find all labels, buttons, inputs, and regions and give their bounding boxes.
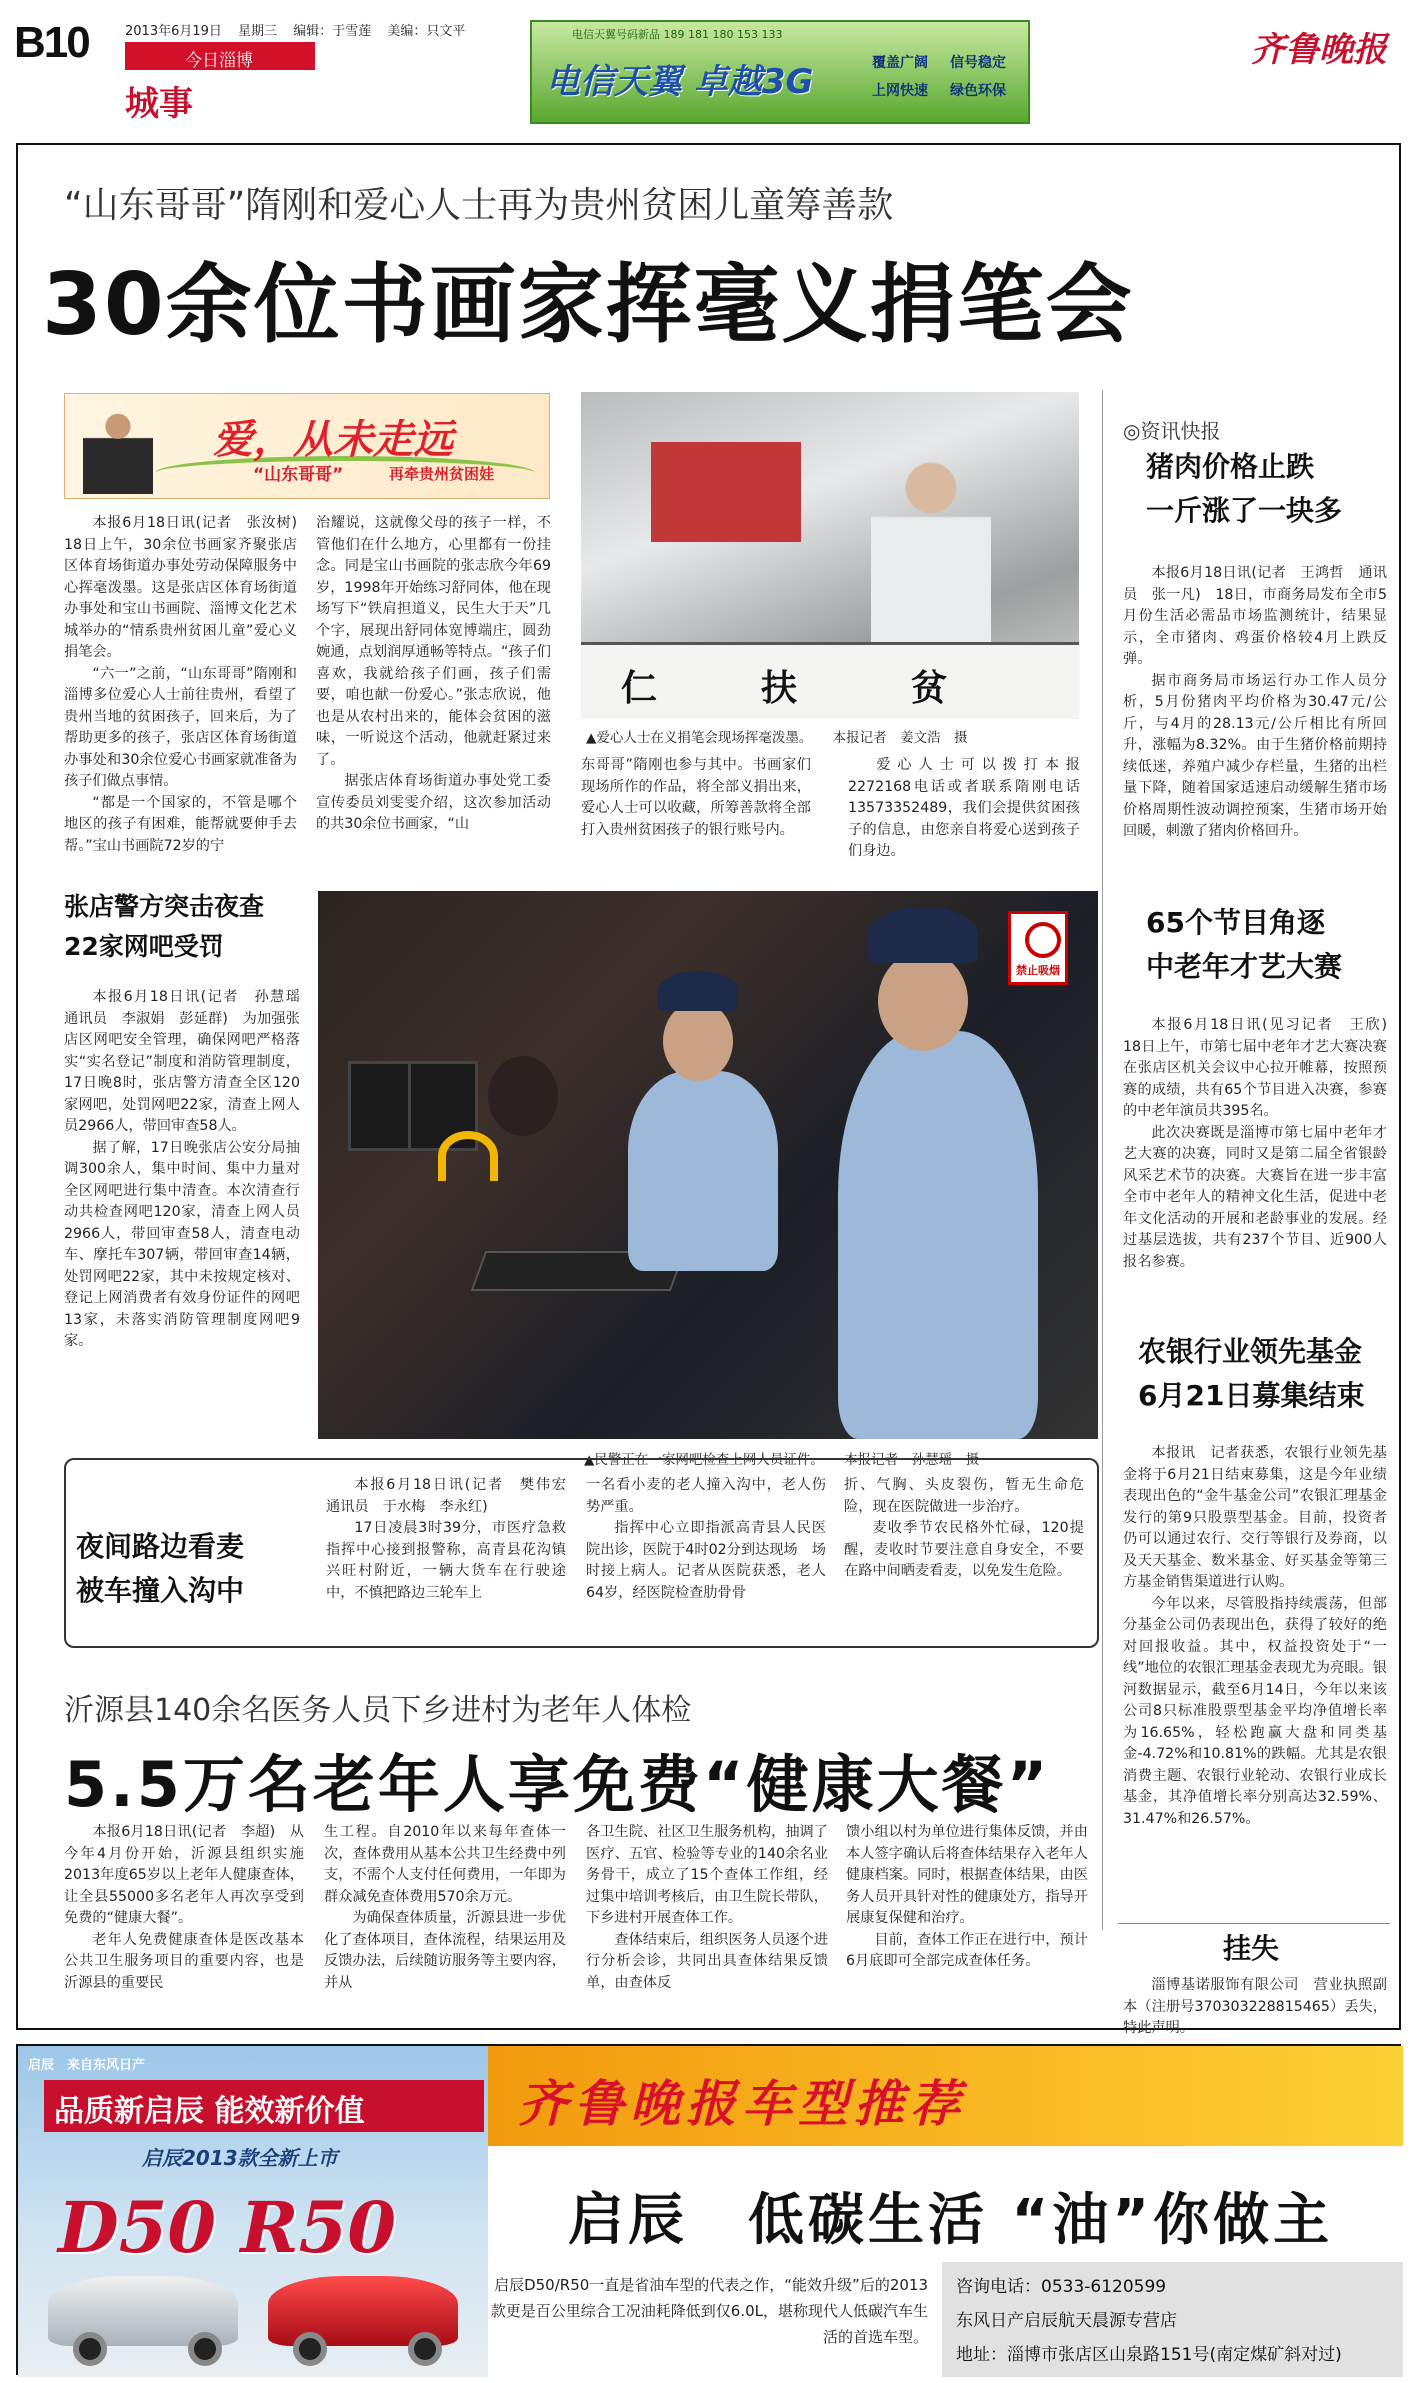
paragraph: 17日凌晨3时39分，市医疗急救指挥中心接到报警称，高青县花沟镇兴旺村附近，一辆大货车在行驶途中，不慎把路边三轮车上: [326, 1520, 566, 1601]
paragraph: 据张店体育场街道办事处党工委宣传委员刘雯雯介绍，这次参加活动的共30余位书画家，“山: [316, 773, 551, 832]
car-ad-title-bar: [488, 2046, 1403, 2146]
car-ad-launch: 启辰2013款全新上市: [142, 2146, 338, 2170]
telecom-feature: 上网快速: [872, 83, 928, 99]
paragraph: 本报6月18日讯(记者 孙慧瑶 通讯员 李淑娟 彭延群) 为加强张店区网吧安全管理，确保网吧严格落实“实名登记”制度和消防管理制度，17日晚8时，张店警方清查全区120家网吧，处罚网吧22家，清查上网人员2966人，带回审查58人。: [64, 989, 315, 1134]
issue-meta: [125, 20, 477, 39]
headline-line: 夜间路边看麦: [76, 1530, 245, 1563]
car-wheel: [188, 2332, 222, 2366]
story1-column-3: [581, 755, 811, 875]
photo2-caption: ▲民警正在一家网吧检查上网人员证件。 本报记者 孙慧瑶 摄: [584, 1452, 980, 1468]
story1-column-2: [316, 513, 551, 903]
section-tag: 今日淄博: [125, 42, 315, 70]
banner-title: 爱，从未走远: [213, 416, 453, 463]
banner-subtitle-a: “山东哥哥”: [253, 465, 344, 485]
car-ad-copy: [488, 2046, 1403, 2377]
officer-cap: [658, 971, 738, 1011]
car-ad-dealer: 东风日产启辰航天晨源专营店: [956, 2311, 1177, 2331]
calligraphy-photo: [581, 392, 1079, 719]
story1-kicker: “山东哥哥”隋刚和爱心人士再为贵州贫困儿童筹善款: [64, 185, 894, 226]
telecom-ad-hotline: 电信天翼号码新品 189 181 180 153 133: [572, 28, 783, 41]
paragraph: 本报6月18日讯(记者 樊伟宏 通讯员 于水梅 李永红): [326, 1477, 581, 1515]
paragraph: 本报6月18日讯(记者 王鸿哲 通讯员 张一凡) 18日，市商务局发布全市5月份生活必需品市场监测统计，结果显示，全市猪肉、鸡蛋价格较4月上跌反弹。: [1123, 565, 1387, 667]
headline-line: 农银行业领先基金: [1138, 1335, 1363, 1368]
patron-head: [488, 1056, 558, 1136]
paragraph: 据了解，17日晚张店公安分局抽调300余人，集中时间、集中力量对全区网吧进行集中清查。本次清查行动共检查网吧120家，清查上网人员2966人，带回审查58人，清查电动车、摩托车307辆，带回审查14辆，处罚网吧22家，其中未按规定核对、登记上网消费者有效身份证件的网吧13家，未落实消防管理制度网吧9家。: [64, 1139, 300, 1349]
sidebar-divider: [1102, 390, 1103, 1930]
officer-figure: [838, 1031, 1038, 1439]
news-frame: [16, 143, 1402, 2036]
photo1-caption: ▲爱心人士在义捐笔会现场挥毫泼墨。 本报记者 姜文浩 摄: [586, 730, 968, 746]
paragraph: 淄博基诺服饰有限公司 营业执照副本（注册号370303228815465）丢失，特此声明。: [1123, 1977, 1387, 2036]
lost-notice-body: [1123, 1975, 1387, 2036]
car-wheel: [73, 2332, 107, 2366]
paragraph: 治耀说，这就像父母的孩子一样，不管他们在什么地方，心里都有一份挂念。同是宝山书画院的张志欣今年69岁，1998年开始练习舒同体，他在现场写下“铁肩担道义，民生大于天”几个字，展现出舒同体宽博端庄，圆劲婉通，点划润厚通畅等特点。“孩子们喜欢，我就给孩子们画，孩子们需要，咱也献一份爱心。”张志欣说，他也是从农村出来的，能体会贫困的滋味，一听说这个活动，他就赶紧过来了。: [316, 515, 551, 768]
banner-subtitle-b: 再牵贵州贫困娃: [389, 465, 495, 483]
lost-notice-title: 挂失: [1223, 1932, 1280, 1965]
headline-line: 张店警方突击夜查: [64, 892, 265, 921]
paragraph: 此次决赛既是淄博市第七届中老年才艺大赛的决赛，同时又是第二届全省银龄风采艺术节的决赛。大赛旨在进一步丰富全市中老年人的精神文化生活，促进中老年文化活动的开展和老龄事业的发展。经过基层选拔，共有237个节目、近900人报名参赛。: [1123, 1124, 1387, 1270]
paragraph: 爱心人士可以拨打本报2272168电话或者联系隋刚电话13573352489，我们会提供贫困孩子的信息，由您亲自将爱心送到孩子们身边。: [848, 757, 1080, 859]
car-ad-visual: [18, 2046, 488, 2377]
page-number: B10: [14, 18, 89, 67]
paragraph: 目前，查体工作正在进行中，预计6月底即可全部完成查体任务。: [846, 1931, 1088, 1969]
story1-column-4: [848, 755, 1080, 875]
headline-line: 猪肉价格止跌: [1146, 450, 1315, 483]
story4-column-1: [64, 1822, 304, 2012]
officer-cap: [868, 907, 978, 963]
calligraphy-character: 贫: [911, 667, 948, 709]
headset: [438, 1131, 498, 1181]
car-wheel: [293, 2332, 327, 2366]
headline-line: 22家网吧受罚: [64, 932, 224, 961]
story2-body: [64, 987, 315, 1437]
car-ad-contact: [942, 2262, 1403, 2377]
issue-weekday: 星期三: [238, 24, 278, 39]
paragraph: 各卫生院、社区卫生服务机构，抽调了医疗、五官、检验等专业的140余名业务骨干，成立了15个查体工作组，经过集中培训考核后，由卫生院长带队，下乡进村开展查体工作。: [586, 1824, 828, 1926]
telecom-ad[interactable]: [530, 20, 1030, 124]
internet-cafe-photo: [318, 891, 1098, 1439]
telecom-feature: 信号稳定: [950, 55, 1006, 71]
newspaper-logo: 齐鲁晚报: [1251, 30, 1387, 70]
story3-column-2: [586, 1475, 826, 1643]
car-ad-title: 齐鲁晚报车型推荐: [518, 2074, 966, 2133]
sidebar-item2-headline[interactable]: [1146, 901, 1342, 989]
headline-line: 一斤涨了一块多: [1146, 494, 1343, 527]
story4-column-3: [586, 1822, 828, 2012]
paragraph: “都是一个国家的，不管是哪个地区的孩子有困难，能帮就要伸手去帮。”宝山书画院72岁的宁: [64, 794, 297, 854]
telecom-ad-slogan: 电信天翼 卓越3G: [546, 62, 814, 102]
car-ad-phone[interactable]: 咨询电话：0533-6120599: [956, 2277, 1167, 2297]
car-ad-brandline: 启辰 来自东风日产: [28, 2058, 146, 2073]
telecom-ad-features: [872, 52, 1022, 100]
sidebar-item3-body: [1123, 1443, 1387, 1913]
story2-headline[interactable]: [64, 887, 264, 967]
paragraph: 据市商务局市场运行办工作人员分析，5月份猪肉平均价格为30.47元/公斤，与4月的28.13元/公斤相比有所回升，涨幅为8.32%。由于生猪价格前期持续低迷，养殖户减少存栏量，生猪的出栏量下降，随着国家适速启动缓解生猪市场价格周期性波动调控预案，生猪市场开始回暖，刺激了猪肉价格回升。: [1123, 672, 1387, 839]
paragraph: 本报6月18日讯(见习记者 王欣) 18日上午，市第七届中老年才艺大赛决赛在张店区机关会议中心拉开帷幕，按照预赛的成绩，共有65个节目进入决赛，参赛的中老年演员共395名。: [1123, 1017, 1402, 1119]
headline-line: 中老年才艺大赛: [1146, 950, 1343, 983]
paragraph: 今年以来，尽管股指持续震荡，但部分基金公司仍表现出色，获得了较好的绝对回报收益。其中，权益投资处于“一线”地位的农银汇理基金表现尤为亮眼。银河数据显示，截至6月14日，今年以来该公司8只标准股票型基金平均净值增长率为16.65%，轻松跑赢大盘和同类基金-4.72%和10.81%的跌幅。尤其是农银消费主题、农银行业轮动、农银行业成长基金，其净值增长率分别高达32.59%、31.47%和26.57%。: [1123, 1595, 1387, 1827]
paragraph: 本报讯 记者获悉，农银行业领先基金将于6月21日结束募集，这是今年业绩表现出色的“金牛基金公司”农银汇理基金发行的第9只股票型基金。目前，投资者仍可以通过农行、交行等银行及券商，以及天天基金、数米基金、好买基金等第三方基金销售渠道进行认购。: [1123, 1445, 1387, 1590]
telecom-feature: 覆盖广阔: [872, 55, 928, 71]
paragraph: 指挥中心立即指派高青县人民医院出诊，医院于4时02分到达现场 场时接上病人。记者从医院获悉，老人64岁，经医院检查肋骨骨: [586, 1520, 826, 1601]
no-smoking-sign: 禁止吸烟: [1008, 911, 1068, 985]
telecom-feature: 绿色环保: [950, 83, 1006, 99]
sidebar-tag: ◎资讯快报: [1123, 419, 1221, 443]
sidebar-item3-headline[interactable]: [1138, 1330, 1364, 1418]
headline-line: 被车撞入沟中: [76, 1574, 245, 1607]
paragraph: 折、气胸、头皮裂伤，暂无生命危险，现在医院做进一步治疗。: [844, 1477, 1084, 1515]
car-wheel: [408, 2332, 442, 2366]
projection-screen: [651, 442, 801, 542]
story4-kicker: 沂源县140余名医务人员下乡进村为老年人体检: [64, 1693, 692, 1728]
section-name: 城事: [125, 84, 193, 124]
banner-portrait: [83, 400, 153, 494]
story1-column-1: [64, 513, 312, 903]
sidebar-item1-headline[interactable]: [1146, 445, 1342, 533]
charity-banner: [64, 393, 550, 499]
car-ad-models: D50 R50: [58, 2186, 397, 2269]
story4-column-2: [324, 1822, 566, 2012]
story4-headline[interactable]: 5.5万名老年人享免费“健康大餐”: [64, 1748, 1051, 1821]
calligrapher-figure: [871, 452, 991, 652]
issue-date: 2013年6月19日: [125, 24, 222, 39]
paragraph: 生工程。自2010年以来每年查体一次，查体费用从基本公共卫生经费中列支，不需个人支付任何费用，一年即为群众减免查体费用570余万元。: [324, 1824, 566, 1905]
officer-head: [878, 951, 968, 1051]
calligraphy-character: 仁: [621, 667, 658, 709]
designer-credit: 美编：只文平: [387, 24, 466, 39]
paragraph: 麦收季节农民格外忙碌，120提醒，麦收时节要注意自身安全，不要在路中间晒麦看麦，以免发生危险。: [844, 1520, 1084, 1579]
sidebar-rule-lost: [1118, 1923, 1390, 1924]
officer-figure: [628, 1071, 778, 1271]
story1-headline[interactable]: 30余位书画家挥毫义捐笔会: [42, 255, 1134, 355]
sidebar-item1-body: [1123, 563, 1387, 883]
car-ad-tagline: 品质新启辰 能效新价值: [54, 2094, 365, 2129]
paragraph: 馈小组以村为单位进行集体反馈，并由本人签字确认后将查体结果存入老年人健康档案。同时，根据查体结果，由医务人员开具针对性的健康处方，指导开展康复保健和治疗。: [846, 1824, 1088, 1926]
paragraph: 老年人免费健康查体是医改基本公共卫生服务项目的重要内容，也是沂源县的重要民: [64, 1931, 304, 1991]
story3-column-1: [326, 1475, 581, 1643]
officer-head: [663, 1001, 733, 1081]
paragraph: 查体结束后，组织医务人员逐个进行分析会诊，共同出具查体结果反馈单，由查体反: [586, 1931, 828, 1991]
story3-headline[interactable]: [76, 1525, 244, 1613]
story4-column-4: [846, 1822, 1088, 2012]
calligraphy-character: 扶: [761, 667, 798, 709]
masthead: [0, 0, 1417, 135]
paragraph: “六一”之前，“山东哥哥”隋刚和淄博多位爱心人士前往贵州，看望了贵州当地的贫困孩子，回来后，为了帮助更多的孩子，张店区体育场街道办事处和30余位爱心书画家就准备为孩子们做点事情。: [64, 665, 297, 789]
paragraph: 东哥哥”隋刚也参与其中。书画家们现场所作的作品，将全部义捐出来，爱心人士可以收藏，所筹善款将全部打入贵州贫困孩子的银行账号内。: [581, 757, 811, 838]
editor-credit: 编辑：于雪莲: [293, 24, 372, 39]
car-ad-description: 启辰D50/R50一直是省油车型的代表之作，“能效升级”后的2013款更是百公里综合工况油耗降低到仅6.0L，堪称现代人低碳汽车生活的首选车型。: [490, 2276, 928, 2346]
car-ad[interactable]: [16, 2044, 1401, 2375]
paragraph: 为确保查体质量，沂源县进一步优化了查体项目，查体流程，结果运用及反馈办法，后续随访服务等主要内容，并从: [324, 1910, 566, 1991]
paragraph: 本报6月18日讯(记者 李超) 从今年4月份开始，沂源县组织实施2013年度65岁以上老年人健康查体，让全县55000多名老年人再次享受到免费的“健康大餐”。: [64, 1824, 304, 1926]
headline-line: 65个节目角逐: [1146, 906, 1325, 939]
sidebar-item2-body: [1123, 1015, 1402, 1320]
headline-line: 6月21日募集结束: [1138, 1379, 1365, 1412]
car-ad-address: 地址：淄博市张店区山泉路151号(南定煤矿斜对过): [956, 2345, 1342, 2365]
paragraph: 本报6月18日讯(记者 张汝树) 18日上午，30余位书画家齐聚张店区体育场街道办事处劳动保障服务中心挥毫泼墨。这是张店区体育场街道办事处和宝山书画院、淄博文化艺术城举办的“情系贵州贫困儿童”爱心义捐笔会。: [64, 515, 312, 660]
paragraph: 一名看小麦的老人撞入沟中，老人伤势严重。: [586, 1477, 826, 1515]
car-ad-slogan: 启辰 低碳生活 “油”你做主: [568, 2188, 1334, 2253]
story3-column-3: [844, 1475, 1084, 1643]
